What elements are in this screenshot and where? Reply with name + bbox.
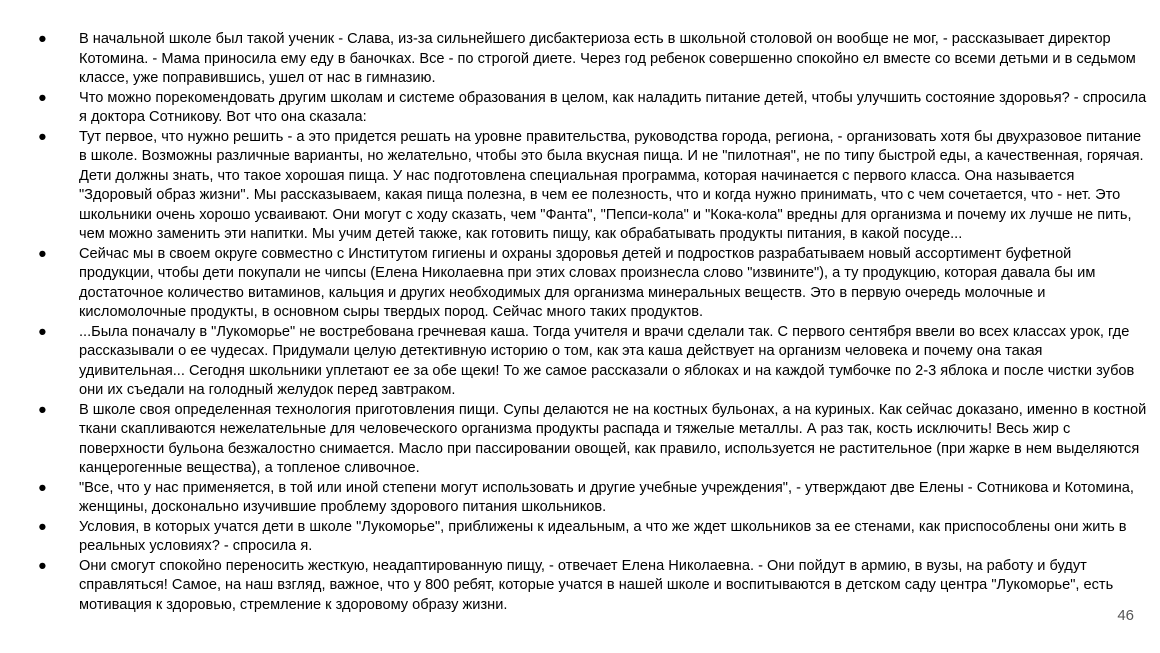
list-item <box>38 401 1148 479</box>
paragraph-text: Сейчас мы в своем округе совместно с Институтом гигиены и охраны здоровья детей и подростков разрабатываем новый ассортимент буфетной продукции, чтобы дети покупали не чипсы (Елена Николаевна при этих словах произнесла слово "извините"), а ту продукцию, которая давала бы им достаточное количество витаминов, кальция и других необходимых для организма минеральных веществ. Это в первую очередь молочные и кисломолочные продукты, в основном сыры твердых пород. Сейчас много таких продуктов. <box>79 245 1096 320</box>
bullet-icon: ● <box>38 401 47 418</box>
bullet-icon: ● <box>38 128 47 145</box>
bullet-icon: ● <box>38 89 47 106</box>
paragraph-text: Они смогут спокойно переносить жесткую, неадаптированную пищу, - отвечает Елена Николаевна. - Они пойдут в армию, в вузы, на работу и будут справляться! Самое, на наш взгляд, важное, что у 800 ребят, которые учатся в нашей школе и воспитываются в детском саду центра "Лукоморье", есть мотивация к здоровью, стремление к здоровому образу жизни. <box>79 557 1114 613</box>
paragraph-text: Тут первое, что нужно решить - а это придется решать на уровне правительства, руководства города, региона, - организовать хотя бы двухразовое питание в школе. Возможны различные варианты, но желательно, чтобы это была вкусная пища. И не "пилотная", не по типу быстрой еды, а качественная, горячая. Дети должны знать, что такое хорошая пища. У нас подготовлена специальная программа, которая начинается с первого класса. Она называется "Здоровый образ жизни". Мы рассказываем, какая пища полезна, в чем ее полезность, что и когда нужно принимать, что с чем сочетается, что - нет. Это школьники очень хорошо усваивают. Они могут с ходу сказать, чем "Фанта", "Пепси-кола" и "Кока-кола" вредны для организма и почему их лучше не пить, чем можно заменить эти напитки. Мы учим детей также, как готовить пищу, как обрабатывать продукты питания, в какой посуде... <box>79 128 1144 242</box>
bullet-icon: ● <box>38 557 47 574</box>
paragraph-text: В школе своя определенная технология приготовления пищи. Супы делаются не на костных бульонах, а на куриных. Как сейчас доказано, именно в костной ткани скапливаются нежелательные для человеческого организма продукты распада и тяжелые металлы. А раз так, кость исключить! Весь жир с поверхности бульона безжалостно снимается. Масло при пассировании овощей, как правило, используется не растительное (при жарке в нем выделяются канцерогенные вещества), а топленое сливочное. <box>79 401 1147 476</box>
paragraph-text: В начальной школе был такой ученик - Слава, из-за сильнейшего дисбактериоза есть в школьной столовой он вообще не мог, - рассказывает директор Котомина. - Мама приносила ему еду в баночках. Все - по строгой диете. Через год ребенок совершенно спокойно ел вместе со всеми детьми и в седьмом классе, уже поправившись, ушел от нас в гимназию. <box>79 31 1136 86</box>
list-item <box>38 245 1148 323</box>
list-item <box>38 30 1148 89</box>
list-item <box>38 479 1148 518</box>
bullet-icon: ● <box>38 245 47 262</box>
list-item <box>38 518 1148 557</box>
list-item <box>38 128 1148 245</box>
document-body <box>38 30 1148 615</box>
bullet-icon: ● <box>38 518 47 535</box>
paragraph-text: ...Была поначалу в "Лукоморье" не востребована гречневая каша. Тогда учителя и врачи сделали так. С первого сентября ввели во всех классах урок, где рассказывали о ее чудесах. Придумали целую детективную историю о том, как эта каша действует на организм человека и почему она такая удивительная... Сегодня школьники уплетают ее за обе щеки! То же самое рассказали о яблоках и на каждой тумбочке по 2-3 яблока и после чистки зубов они их съедали на голодный желудок перед завтраком. <box>79 323 1135 398</box>
list-item <box>38 323 1148 401</box>
bullet-icon: ● <box>38 31 47 47</box>
paragraph-text: Что можно порекомендовать другим школам и системе образования в целом, как наладить питание детей, чтобы улучшить состояние здоровья? - спросила я доктора Сотникову. Вот что она сказала: <box>79 89 1147 125</box>
paragraph-text: Условия, в которых учатся дети в школе "Лукоморье", приближены к идеальным, а что же ждет школьников за ее стенами, как приспособлены они жить в реальных условиях? - спросила я. <box>79 518 1127 554</box>
paragraph-text: "Все, что у нас применяется, в той или иной степени могут использовать и другие учебные учреждения", - утверждают две Елены - Сотникова и Котомина, женщины, досконально изучившие проблему здорового питания школьников. <box>79 479 1134 515</box>
page-number: 46 <box>1117 607 1134 624</box>
bullet-icon: ● <box>38 323 47 340</box>
bullet-icon: ● <box>38 479 47 496</box>
list-item <box>38 557 1148 616</box>
bullet-list <box>38 30 1148 615</box>
list-item <box>38 89 1148 128</box>
